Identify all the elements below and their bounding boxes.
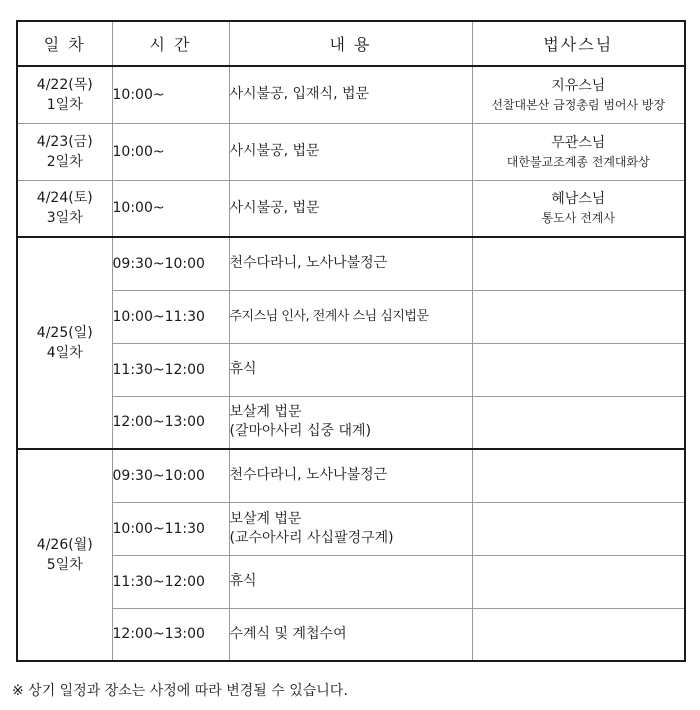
content-cell [229,396,472,449]
content-cell: 수계식 및 계첩수여 [229,608,472,661]
monk-cell-empty [472,343,685,396]
time-cell: 09:30~10:00 [112,449,229,502]
day-cell [17,237,112,449]
day-label: 5일차 [46,557,83,573]
monk-name: 지유스님 [551,77,606,94]
table-row [17,180,685,237]
header-content: 내 용 [229,21,472,66]
content-cell: 사시불공, 입재식, 법문 [229,66,472,123]
day-cell [17,449,112,661]
table-row [17,502,685,555]
content-cell: 사시불공, 법문 [229,180,472,237]
day-date: 4/25(일) [36,325,93,341]
content-line-sub: (갈마아사리 십중 대계) [229,423,372,440]
table-row [17,66,685,123]
table-row [17,123,685,180]
time-cell: 10:00~ [112,123,229,180]
content-cell: 휴식 [229,555,472,608]
schedule-table [16,20,686,662]
time-cell: 11:30~12:00 [112,343,229,396]
day-label: 4일차 [46,345,83,361]
monk-cell [472,180,685,237]
time-cell: 10:00~11:30 [112,502,229,555]
time-cell: 10:00~ [112,66,229,123]
content-cell: 휴식 [229,343,472,396]
monk-title: 통도사 전계사 [541,211,615,226]
monk-name: 혜남스님 [551,191,606,208]
monk-cell-empty [472,396,685,449]
header-day: 일 차 [17,21,112,66]
content-cell: 천수다라니, 노사나불정근 [229,449,472,502]
content-line: 보살계 법문 [229,404,302,421]
day-date: 4/24(토) [36,190,93,207]
day-date: 4/26(월) [36,537,93,553]
day-cell [17,66,112,123]
day-date: 4/23(금) [36,133,93,150]
table-row [17,555,685,608]
monk-title: 대한불교조계종 전계대화상 [506,154,650,169]
time-cell: 10:00~11:30 [112,290,229,343]
day-date: 4/22(목) [36,76,93,93]
content-cell: 주지스님 인사, 전계사 스님 심지법문 [229,290,472,343]
monk-cell-empty [472,290,685,343]
footnote: ※ 상기 일정과 장소는 사정에 따라 변경될 수 있습니다. [12,683,348,699]
table-row [17,608,685,661]
monk-cell [472,66,685,123]
content-line-sub: (교수아사리 사십팔경구계) [229,529,394,546]
day-label: 1일차 [46,96,83,113]
monk-cell-empty [472,502,685,555]
time-cell: 11:30~12:00 [112,555,229,608]
monk-cell-empty [472,237,685,290]
content-cell: 천수다라니, 노사나불정근 [229,237,472,290]
monk-name: 무관스님 [551,134,606,151]
monk-title: 선찰대본산 금정총림 범어사 방장 [491,97,666,112]
day-label: 3일차 [46,210,83,227]
monk-cell-empty [472,608,685,661]
content-line: 보살계 법문 [229,510,302,527]
day-cell [17,123,112,180]
time-cell: 09:30~10:00 [112,237,229,290]
time-cell: 12:00~13:00 [112,608,229,661]
table-row [17,396,685,449]
monk-cell-empty [472,449,685,502]
header-monk: 법사스님 [472,21,685,66]
monk-cell [472,123,685,180]
content-cell: 사시불공, 법문 [229,123,472,180]
monk-cell-empty [472,555,685,608]
table-row [17,290,685,343]
time-cell: 10:00~ [112,180,229,237]
table-row [17,237,685,290]
day-label: 2일차 [46,153,83,170]
table-row [17,343,685,396]
time-cell: 12:00~13:00 [112,396,229,449]
header-time: 시 간 [112,21,229,66]
day-cell [17,180,112,237]
header-row [17,21,685,66]
content-cell [229,502,472,555]
table-row [17,449,685,502]
